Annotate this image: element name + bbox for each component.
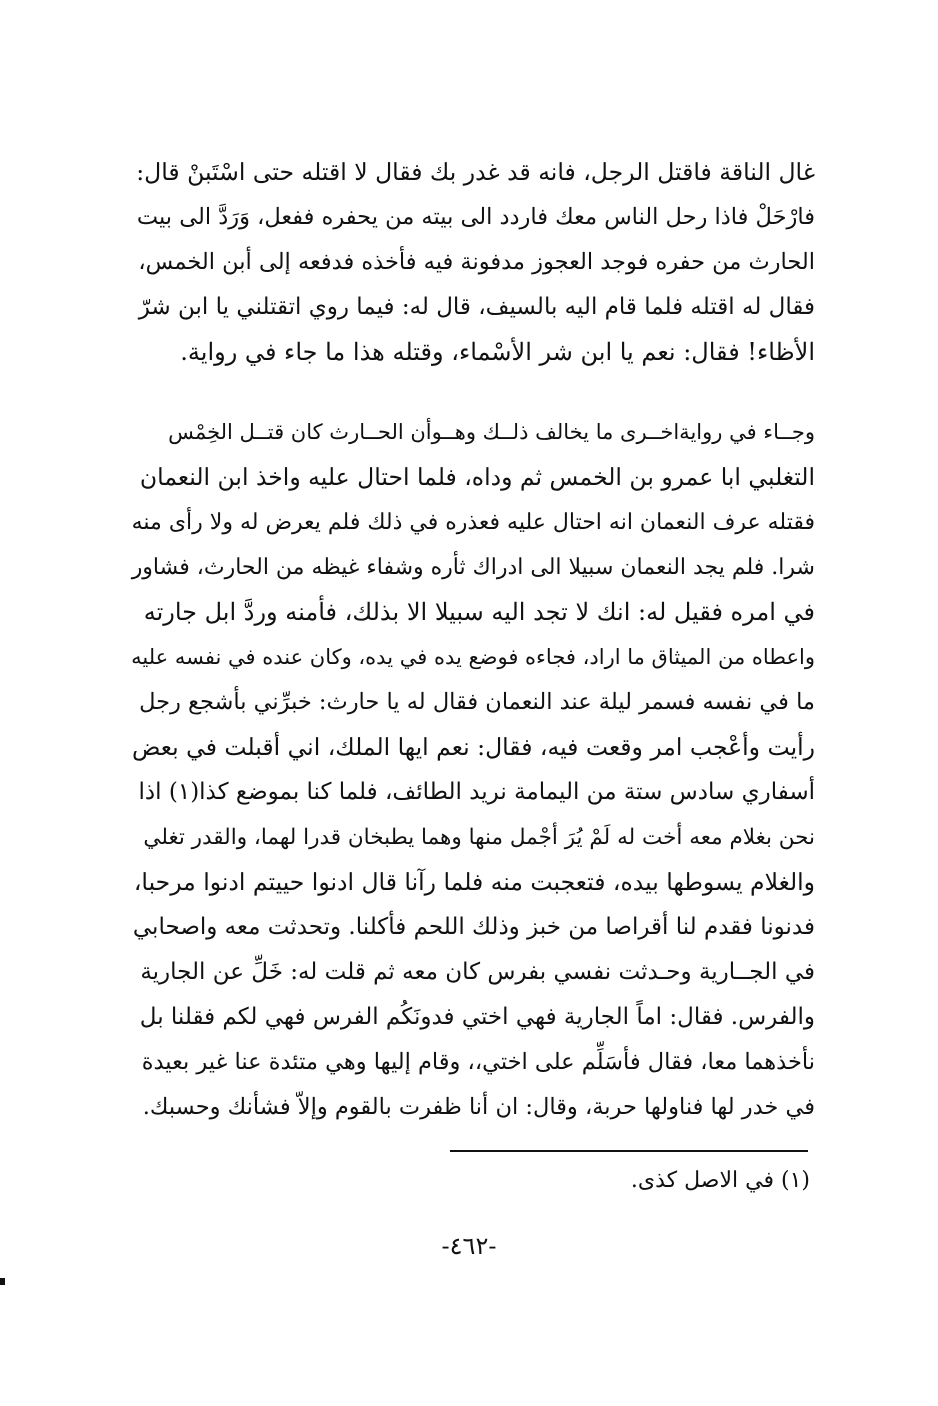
- text-line: فقتله عرف النعمان انه احتال عليه فعذره في ذلك فلم يعرض له ولا رأى منه: [131, 510, 815, 535]
- page-number: -٤٦٢-: [441, 1232, 497, 1260]
- text-line: أسفاري سادس ستة من اليمامة نريد الطائف، فلما كنا بموضع كذا(١) اذا: [138, 779, 815, 805]
- text-line: في امره فقيل له: انك لا تجد اليه سبيلا الا بذلك، فأمنه وردَّ ابل جارته: [143, 598, 815, 626]
- text-line: فارْحَلْ فاذا رحل الناس معك فاردد الى بيته من يحفره ففعل، وَرَدَّ الى بيت: [136, 204, 815, 230]
- text-line: التغلبي ابا عمرو بن الخمس ثم وداه، فلما احتال عليه واخذ ابن النعمان: [139, 463, 815, 491]
- footnote-divider: [450, 1150, 808, 1152]
- text-line: واعطاه من الميثاق ما اراد، فجاءه فوضع يده في يده، وكان عنده في نفسه عليه: [131, 645, 815, 669]
- paragraph-1: [130, 150, 815, 375]
- text-line: في خدر لها فناولها حربة، وقال: ان أنا ظفرت بالقوم وإلاّ فشأنك وحسبك.: [142, 1094, 815, 1120]
- text-line: ما في نفسه فسمر ليلة عند النعمان فقال له يا حارث: خبرِّني بأشجع رجل: [139, 689, 815, 715]
- text-line: رأيت وأعْجب امر وقعت فيه، فقال: نعم ايها الملك، اني أقبلت في بعض: [131, 733, 815, 761]
- text-line: غال الناقة فاقتل الرجل، فانه قد غدر بك فقال لا اقتله حتى اسْتَبنْ قال:: [136, 158, 815, 186]
- text-line: فدنونا فقدم لنا أقراصا من خبز وذلك اللحم فأكلنا. وتحدثت معه واصحابي: [132, 914, 815, 940]
- text-line: نأخذهما معا، فقال فأسَلِّم على اختي،، وقام إليها وهي متئدة عنا غير بعيدة: [141, 1049, 815, 1075]
- footnote: (١) في الاصل كذى.: [630, 1168, 810, 1193]
- text-line: في الجــارية وحـدثت نفسي بفرس كان معه ثم قلت له: خَلِّ عن الجارية: [140, 959, 815, 985]
- text-line: نحن بغلام معه أخت له لَمْ يُرَ أجْمل منها وهما يطبخان قدرا لهما، والقدر تغلي: [143, 825, 815, 850]
- text-line: والغلام يسوطها بيده، فتعجبت منه فلما رآنا قال ادنوا حييتم ادنوا مرحبا،: [133, 868, 815, 896]
- paragraph-2: [130, 410, 815, 1130]
- text-line: الأظاء! فقال: نعم يا ابن شر الأسْماء، وقتله هذا ما جاء في رواية.: [180, 338, 815, 366]
- text-line: وجــاء في روايةاخــرى ما يخالف ذلــك وهــوأن الحــارث كان قتــل الخِمْس: [168, 420, 815, 444]
- text-line: فقال له اقتله فلما قام اليه بالسيف، قال له: فيما روي اتقتلني يا ابن شرّ: [138, 294, 815, 320]
- text-line: والفرس. فقال: اماً الجارية فهي اختي فدونَكُم الفرس فهي لكم فقلنا بل: [139, 1004, 815, 1030]
- scan-edge-mark: [0, 1278, 5, 1285]
- text-line: شرا. فلم يجد النعمان سبيلا الى ادراك ثأره وشفاء غيظه من الحارث، فشاور: [131, 555, 815, 580]
- text-line: الحارث من حفره فوجد العجوز مدفونة فيه فأخذه فدفعه إلى أبن الخمس،: [138, 249, 815, 275]
